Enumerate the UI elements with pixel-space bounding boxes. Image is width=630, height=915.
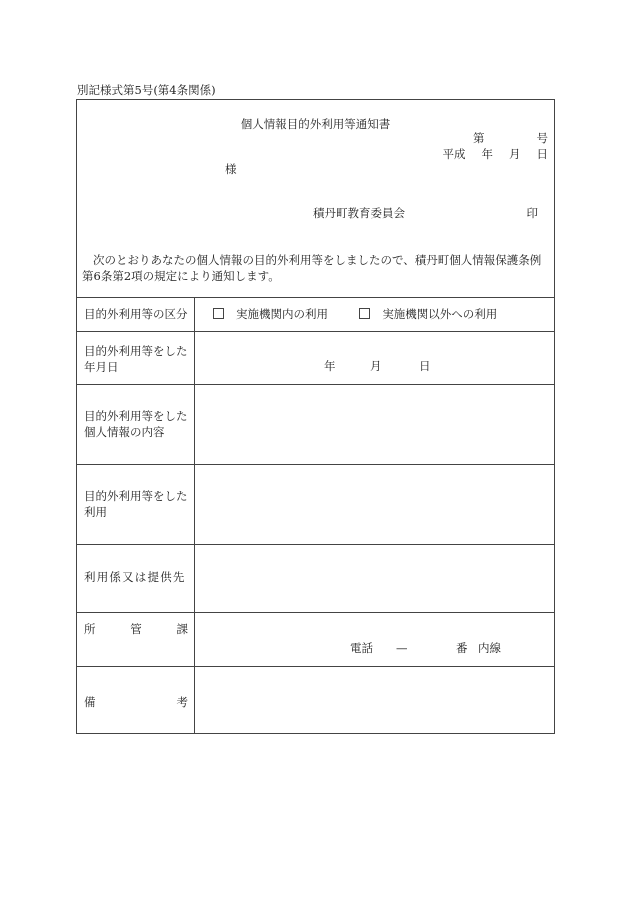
option-internal-label: 実施機関内の利用	[236, 307, 328, 321]
remarks-char-2: 考	[176, 695, 188, 709]
option-external-label: 実施機関以外への利用	[382, 307, 498, 321]
date-value[interactable]	[195, 332, 554, 384]
content-row	[77, 385, 554, 465]
date-label-line2: 年月日	[84, 360, 119, 374]
recipient-row	[77, 545, 554, 613]
remarks-label-chars	[84, 695, 188, 709]
checkbox-external[interactable]	[359, 308, 370, 319]
date-label-line1: 目的外利用等をした	[84, 344, 188, 358]
content-label	[77, 385, 195, 464]
remarks-label	[77, 667, 195, 734]
document-number	[473, 131, 548, 145]
date-row	[77, 332, 554, 385]
number-suffix: 号	[536, 131, 548, 145]
day-label: 日	[536, 147, 548, 161]
era-label: 平成	[442, 147, 466, 161]
use-label-line2: 利用	[84, 505, 107, 519]
category-options	[195, 297, 554, 331]
date-year: 年	[324, 359, 336, 373]
category-row	[77, 297, 554, 332]
content-value[interactable]	[195, 385, 554, 464]
remarks-char-1: 備	[84, 695, 96, 709]
dept-char-1: 所	[84, 622, 96, 636]
use-label-line1: 目的外利用等をした	[84, 489, 188, 503]
department-row	[77, 613, 554, 667]
tel-label: 電話	[350, 641, 373, 655]
form-title: 個人情報目的外利用等通知書	[240, 117, 391, 131]
form-table	[77, 297, 554, 734]
department-label-chars	[84, 622, 188, 636]
issuer-name: 積丹町教育委員会	[313, 206, 405, 220]
use-label	[77, 465, 195, 544]
year-label: 年	[481, 147, 493, 161]
form-header	[77, 100, 554, 298]
month-label: 月	[509, 147, 521, 161]
content-label-line1: 目的外利用等をした	[84, 409, 188, 423]
category-label: 目的外利用等の区分	[77, 297, 195, 331]
department-value[interactable]	[195, 613, 554, 666]
checkbox-internal[interactable]	[213, 308, 224, 319]
date-day: 日	[419, 359, 431, 373]
notice-body: 次のとおりあなたの個人情報の目的外利用等をしましたので、積丹町個人情報保護条例第6条第2項の規定により通知します。	[82, 253, 542, 283]
tel-extension: 内線	[478, 641, 501, 655]
use-row	[77, 465, 554, 545]
date-label	[77, 332, 195, 384]
remarks-value[interactable]	[195, 667, 554, 734]
dept-char-3: 課	[176, 622, 188, 636]
tel-dash: —	[396, 641, 408, 655]
seal-mark: 印	[526, 206, 538, 220]
form-reference: 別記様式第5号(第4条関係)	[77, 83, 216, 97]
content-label-line2: 個人情報の内容	[84, 425, 165, 439]
recipient-label: 利用係又は提供先	[77, 545, 195, 612]
department-label	[77, 613, 195, 666]
issue-date	[443, 147, 549, 161]
dept-char-2: 管	[130, 622, 142, 636]
addressee-suffix: 様	[225, 162, 237, 176]
notice-form	[76, 99, 555, 734]
remarks-row	[77, 667, 554, 734]
number-prefix: 第	[473, 131, 485, 145]
date-month: 月	[370, 359, 382, 373]
use-value[interactable]	[195, 465, 554, 544]
recipient-value[interactable]	[195, 545, 554, 612]
tel-ban: 番	[456, 641, 468, 655]
